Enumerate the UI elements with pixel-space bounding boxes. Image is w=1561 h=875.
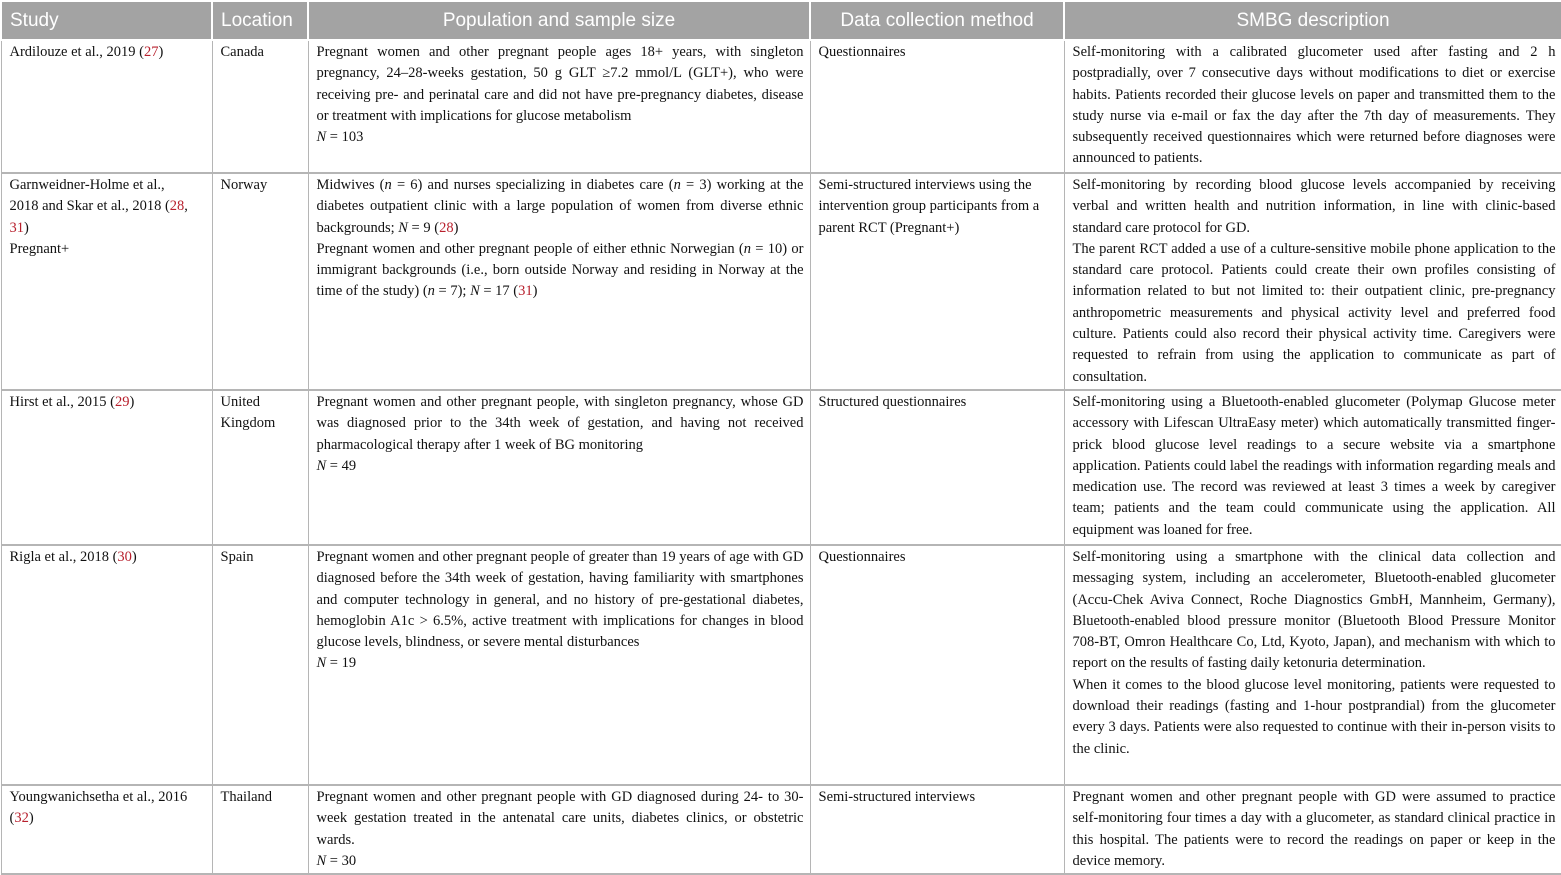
population-cell: Pregnant women and other pregnant people ages 18+ years, with singleton pregnancy, 24–28-weeks gestation, 50 g GLT ≥7.2 mmol/L (GLT+), who were receiving pre- and perinatal care and did not have pre-pregnancy diabetes, disease or treatment with implications for glucose metabolism N = 103 [308, 40, 810, 173]
reference-link[interactable]: 28 [169, 198, 185, 215]
header-location: Location [212, 1, 308, 40]
table-row [1, 545, 1561, 785]
method-cell: Structured questionnaires [810, 390, 1064, 545]
smbg-cell: Self-monitoring using a smartphone with the clinical data collection and messaging system, including an accelerometer, Bluetooth-enabled glucometer (Accu-Chek Aviva Connect, Roche Diagnostics GmbH, Mannheim, Germany), Bluetooth-enabled blood pressure monitor (Bluetooth Blood Pressure Monitor 708-BT, Omron Healthcare Co, Ltd, Kyoto, Japan), and mechanism with which to report on the results of fasting daily ketonuria determination. When it comes to the blood glucose level monitoring, patients were requested to download their readings (fasting and 1-hour postprandial) from the glucometer every 3 days. Patients were also requested to continue with their in-person visits to the clinic. [1064, 545, 1561, 785]
study-cell: Rigla et al., 2018 (30) [1, 545, 212, 785]
study-cell: Garnweidner-Holme et al., 2018 and Skar et al., 2018 (28, 31) Pregnant+ [1, 173, 212, 390]
reference-link[interactable]: 32 [14, 810, 29, 827]
location-cell: Norway [212, 173, 308, 390]
location-cell: Thailand [212, 785, 308, 874]
table-row [1, 40, 1561, 173]
population-cell: Pregnant women and other pregnant people, with singleton pregnancy, whose GD was diagnosed prior to the 34th week of gestation, and having not received pharmacological therapy after 1 week of BG monitoring N = 49 [308, 390, 810, 545]
table-row [1, 173, 1561, 390]
table-header [1, 1, 1561, 40]
population-cell: Pregnant women and other pregnant people with GD diagnosed during 24- to 30-week gestation treated in the antenatal care units, diabetes clinics, or obstetric wards. N = 30 [308, 785, 810, 874]
table-row [1, 390, 1561, 545]
reference-link[interactable]: 31 [518, 283, 533, 300]
sample-size: N = 49 [316, 457, 357, 474]
method-cell: Questionnaires [810, 40, 1064, 173]
smbg-cell: Self-monitoring by recording blood glucose levels accompanied by receiving verbal and written health and nutrition information, in line with clinic-based standard care protocol for GD. The parent RCT added a use of a culture-sensitive mobile phone application to the standard care protocol. Patients could create their own profiles consisting of information related to but not limited to: their outpatient clinic, pre-pregnancy anthropometric measurements and physical activity level and preferred food culture. Patients could also record their physical activity time. Caregivers were requested to refrain from using the application to communicate as part of consultation. [1064, 173, 1561, 390]
table-row [1, 785, 1561, 874]
method-cell: Semi-structured interviews using the intervention group participants from a parent RCT (Pregnant+) [810, 173, 1064, 390]
smbg-cell: Pregnant women and other pregnant people with GD were assumed to practice self-monitoring four times a day with a glucometer, as standard clinical practice in this hospital. The patients were to record the readings on paper or keep in the device memory. [1064, 785, 1561, 874]
sample-size: N = 30 [316, 852, 357, 869]
table-body [1, 40, 1561, 874]
reference-link[interactable]: 29 [115, 393, 130, 410]
study-cell: Ardilouze et al., 2019 (27) [1, 40, 212, 173]
reference-link[interactable]: 28 [439, 219, 454, 236]
population-cell: Midwives (n = 6) and nurses specializing in diabetes care (n = 3) working at the diabetes outpatient clinic with a large population of women from diverse ethnic backgrounds; N = 9 (28) Pregnant women and other pregnant people of either ethnic Norwegian (n = 10) or immigrant backgrounds (i.e., born outside Norway and residing in Norway at the time of the study) (n = 7); N = 17 (31) [308, 173, 810, 390]
reference-link[interactable]: 30 [117, 548, 132, 565]
header-population: Population and sample size [308, 1, 810, 40]
trial-name: Pregnant+ [9, 240, 70, 257]
smbg-cell: Self-monitoring with a calibrated glucometer used after fasting and 2 h postpradially, over 7 consecutive days without modifications to diet or exercise habits. Patients recorded their glucose levels on paper and transmitted them to the study nurse via e-mail or fax the day after the 7th day of measurements. They subsequently received questionnaires which were returned before diagnoses were announced to patients. [1064, 40, 1561, 173]
reference-link[interactable]: 27 [144, 44, 159, 60]
header-data-collection: Data collection method [810, 1, 1064, 40]
sample-size: N = 103 [316, 129, 364, 146]
header-smbg: SMBG description [1064, 1, 1561, 40]
method-cell: Questionnaires [810, 545, 1064, 785]
location-cell: Canada [212, 40, 308, 173]
location-cell: Spain [212, 545, 308, 785]
method-cell: Semi-structured interviews [810, 785, 1064, 874]
header-study: Study [1, 1, 212, 40]
reference-link[interactable]: 31 [9, 219, 24, 236]
population-cell: Pregnant women and other pregnant people of greater than 19 years of age with GD diagnosed before the 34th week of gestation, having familiarity with smartphones and computer technology in general, and no history of pre-gestational diabetes, hemoglobin A1c > 6.5%, active treatment with implications for changes in blood glucose levels, blindness, or severe mental disturbances N = 19 [308, 545, 810, 785]
study-cell: Youngwanichsetha et al., 2016 (32) [1, 785, 212, 874]
sample-size: N = 19 [316, 655, 357, 672]
location-cell: United Kingdom [212, 390, 308, 545]
header-row [1, 1, 1561, 40]
smbg-cell: Self-monitoring using a Bluetooth-enabled glucometer (Polymap Glucose meter accessory with Lifescan UltraEasy meter) which automatically transmitted finger-prick blood glucose level readings to a secure website via a smartphone application. Patients could label the readings with information regarding meals and medication use. The record was reviewed at least 3 times a week by caregiver team; patients and the team could communicate using the application. All equipment was loaned for free. [1064, 390, 1561, 545]
study-cell: Hirst et al., 2015 (29) [1, 390, 212, 545]
